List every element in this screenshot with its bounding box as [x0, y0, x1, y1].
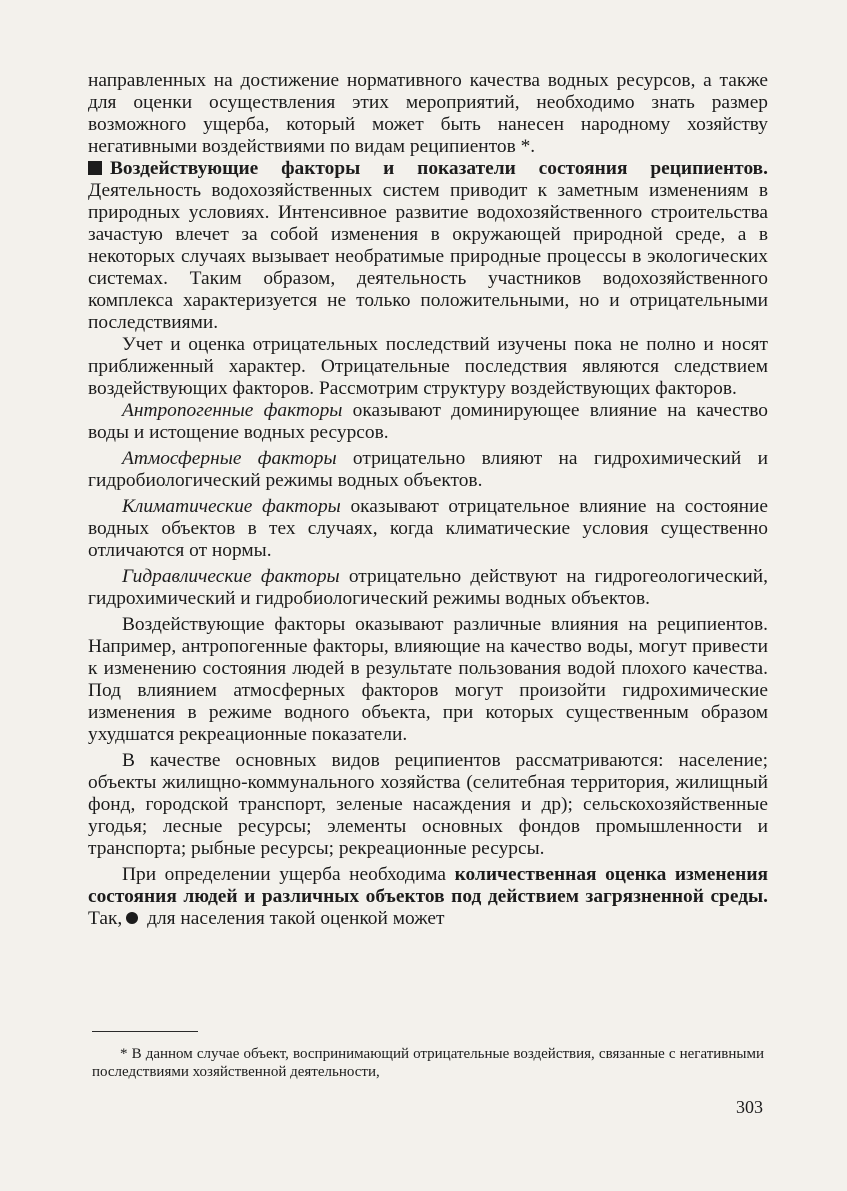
term-italic: Антропогенные факторы — [122, 400, 343, 421]
emphasis-bold: количественная оценка изменения состояния людей и различных объектов под действием загрязненной среды. — [88, 864, 768, 907]
paragraph — [88, 566, 768, 610]
paragraph — [88, 496, 768, 562]
section-marker-icon — [88, 161, 102, 175]
footnote-text: * В данном случае объект, воспринимающий отрицательные воздействия, связанные с негативными последствиями хозяйственной деятельности, — [92, 1046, 764, 1080]
paragraph-text: отрицательно действуют на гидрогеологический, гидрохимический и гидробиологический режимы водных объектов. — [88, 566, 768, 609]
paragraph: Воздействующие факторы оказывают различные влияния на реципиентов. Например, антропогенные факторы, влияющие на качество воды, могут привести к изменению состояния людей в результате пользования водой плохого качества. Под влиянием атмосферных факторов могут произойти гидрохимические изменения в режиме водного объекта, при которых существенным образом ухудшатся рекреационные показатели. — [88, 614, 768, 745]
body-text — [88, 70, 768, 930]
paragraph-text: При определении ущерба необходима — [122, 864, 455, 885]
term-italic: Атмосферные факторы — [122, 448, 337, 469]
paragraph — [88, 864, 768, 930]
bullet-dot-icon — [126, 912, 138, 924]
paragraph-text: Так, — [88, 908, 123, 929]
paragraph: В качестве основных видов реципиентов рассматриваются: население; объекты жилищно-коммунального хозяйства (селитебная территория, жилищный фонд, городской транспорт, зеленые насаждения и др); сельскохозяйственные угодья; лесные ресурсы; элементы основных фондов промышленности и транспорта; рыбные ресурсы; рекреационные ресурсы. — [88, 750, 768, 859]
paragraph-text: отрицательно влияют на гидрохимический и гидробиологический режимы водных объектов. — [88, 448, 769, 491]
section-text: Деятельность водохозяйственных систем приводит к заметным изменениям в природных условиях. Интенсивное развитие водохозяйственного строительства зачастую влечет за собой изменения в окружающей природной среде, а в некоторых случаях вызывает необратимые природные процессы в экологических системах. Таким образом, деятельность участников водохозяйственного комплекса характеризуется не только положительными, но и отрицательными последствиями. — [88, 180, 768, 333]
term-italic: Климатические факторы — [122, 496, 341, 517]
section-heading: Воздействующие факторы и показатели состояния реципиентов. — [110, 158, 768, 179]
paragraph-continuation: направленных на достижение нормативного качества водных ресурсов, а также для оценки осуществления этих мероприятий, необходимо знать размер возможного ущерба, который может быть нанесен народному хозяйству негативными воздействиями по видам реципиентов *. — [88, 70, 768, 157]
footnote — [92, 1045, 764, 1081]
paragraph: Учет и оценка отрицательных последствий изучены пока не полно и носят приближенный характер. Отрицательные последствия являются следствием воздействующих факторов. Рассмотрим структуру воздействующих факторов. — [88, 334, 768, 399]
paragraph-text: для населения такой оценкой может — [142, 908, 445, 929]
paragraph — [88, 448, 768, 492]
page-number: 303 — [736, 1097, 763, 1117]
section-paragraph — [88, 158, 768, 334]
footnote-divider — [92, 1031, 198, 1032]
paragraph-text: оказывают доминирующее влияние на качество воды и истощение водных ресурсов. — [88, 400, 768, 443]
paragraph — [88, 400, 768, 444]
term-italic: Гидравлические факторы — [122, 566, 340, 587]
paragraph-text: оказывают отрицательное влияние на состояние водных объектов в тех случаях, когда климатические условия существенно отличаются от нормы. — [88, 496, 769, 561]
